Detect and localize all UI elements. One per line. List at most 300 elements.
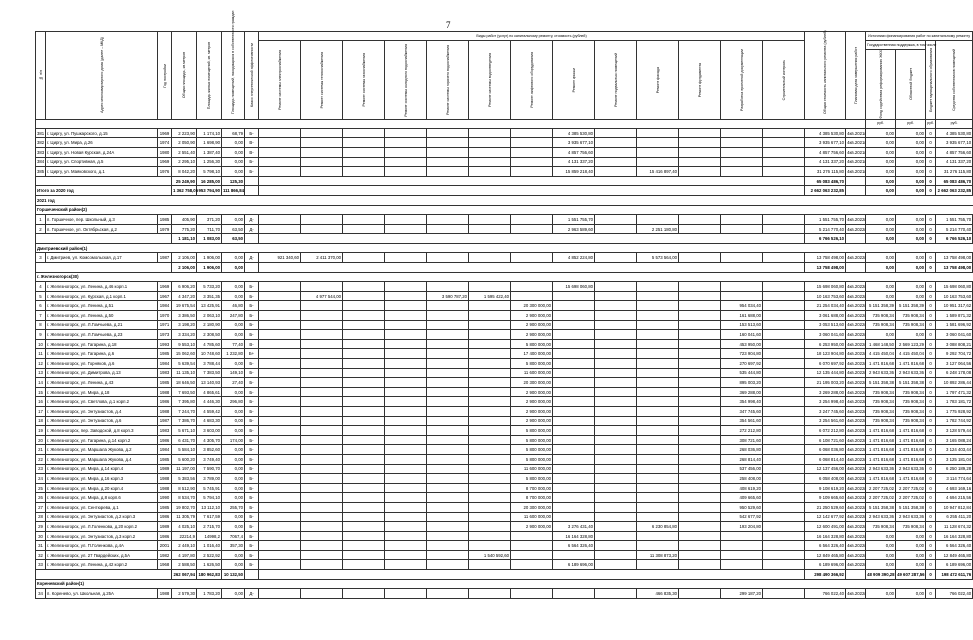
- cell-work-cost: [595, 522, 637, 532]
- cell-work-cost: [679, 291, 721, 301]
- cell-no: 14: [36, 378, 46, 388]
- cell-work-cost: [469, 330, 511, 340]
- cell-empty: [259, 570, 805, 580]
- cell-work-cost: [595, 138, 637, 148]
- cell-local-budget: 0: [926, 378, 936, 388]
- cell-area-owned: 0,00: [222, 483, 245, 493]
- cell-address: г. Железногорск, ул. Мира, д.16 корп.3: [46, 474, 158, 484]
- cell-work-cost: [679, 253, 721, 263]
- cell-work-cost: [553, 474, 595, 484]
- cell-work-cost: [679, 493, 721, 503]
- cell-area-total: 2 106,00: [172, 253, 197, 263]
- cell-area-total: 2 295,10: [172, 157, 197, 167]
- cell-work-cost: 5 800 000,00: [511, 359, 553, 369]
- subtotal-row: [36, 263, 973, 273]
- cell-work-cost: [469, 493, 511, 503]
- cell-address: п. Горшечное, ул. Октябрьская, д.2: [46, 224, 158, 234]
- table-row: [36, 320, 973, 330]
- cell-work-cost: [679, 378, 721, 388]
- cell-area-owned: 27,40: [222, 378, 245, 388]
- cell-area-total: 2 579,30: [172, 589, 197, 599]
- cell-no: 33: [36, 560, 46, 570]
- cell-local-budget: 0: [926, 570, 936, 580]
- cell-work-cost: [637, 301, 679, 311]
- section-heading-row: [36, 195, 973, 205]
- header-work-7: Ремонт лифтового оборудования: [511, 41, 553, 120]
- header-unit: руб.: [926, 119, 936, 128]
- cell-work-cost: [637, 435, 679, 445]
- cell-work-cost: [427, 311, 469, 321]
- cell-energy-class: Б-: [245, 387, 259, 397]
- cell-work-cost: [763, 464, 805, 474]
- cell-work-cost: [385, 301, 427, 311]
- header-no: № п/п: [36, 32, 46, 120]
- cell-total-cost: 3 247 745,60: [805, 406, 846, 416]
- cell-energy-class: Б-: [245, 493, 259, 503]
- cell-area-owned: 0,00: [222, 263, 245, 273]
- cell-work-cost: [385, 387, 427, 397]
- cell-end-date: 4кв.2022г: [846, 502, 866, 512]
- cell-no: 15: [36, 387, 46, 397]
- cell-address: г. Циргу, ул. Пушкарского, д.15: [46, 128, 158, 138]
- cell-end-date: 4кв.2022г: [846, 311, 866, 321]
- cell-regional-budget: 735 908,34: [896, 416, 926, 426]
- subtotal-label: [36, 570, 172, 580]
- table-row: [36, 397, 973, 407]
- cell-address: г. Железногорск, ул. Светлова, д.1 корп.2: [46, 397, 158, 407]
- cell-work-cost: [301, 522, 343, 532]
- cell-end-date: 4кв.2022г: [846, 483, 866, 493]
- cell-regional-budget: 1 471 816,68: [896, 445, 926, 455]
- cell-work-cost: [469, 138, 511, 148]
- cell-work-cost: [301, 339, 343, 349]
- cell-area-living: 3 603,00: [197, 426, 222, 436]
- cell-work-cost: [259, 445, 301, 455]
- header-work-12: Разработка проектной документации: [721, 41, 763, 120]
- cell-end-date: 4кв.2022г: [846, 224, 866, 234]
- cell-work-cost: [595, 282, 637, 292]
- cell-work-cost: [343, 541, 385, 551]
- cell-owners-funds: 1 581 696,92: [936, 320, 973, 330]
- cell-work-cost: [343, 512, 385, 522]
- table-row: [36, 147, 973, 157]
- cell-work-cost: [343, 147, 385, 157]
- cell-work-cost: [469, 560, 511, 570]
- table-row: [36, 253, 973, 263]
- cell-work-cost: 537 456,00: [721, 464, 763, 474]
- cell-area-total: 3 386,50: [172, 311, 197, 321]
- cell-no: 23: [36, 464, 46, 474]
- cell-total-cost: 6 058 408,00: [805, 474, 846, 484]
- cell-regional-budget: 0,00: [896, 263, 926, 273]
- cell-work-cost: [469, 167, 511, 177]
- cell-work-cost: [343, 560, 385, 570]
- cell-owners-funds: 6 564 326,40: [936, 541, 973, 551]
- cell-total-cost: 6 068 814,40: [805, 454, 846, 464]
- cell-regional-budget: 735 908,34: [896, 397, 926, 407]
- cell-work-cost: [553, 426, 595, 436]
- cell-work-cost: [595, 147, 637, 157]
- cell-work-cost: [553, 464, 595, 474]
- cell-work-cost: 1 595 422,40: [469, 291, 511, 301]
- cell-area-owned: 0,00: [222, 387, 245, 397]
- cell-area-living: 2 522,92: [197, 550, 222, 560]
- cell-work-cost: 950 529,60: [721, 502, 763, 512]
- cell-year: 1973: [158, 330, 172, 340]
- cell-year: 1988: [158, 589, 172, 599]
- cell-year: 1989: [158, 464, 172, 474]
- cell-year: 2001: [158, 541, 172, 551]
- cell-area-owned: 0,00: [222, 359, 245, 369]
- table-row: [36, 406, 973, 416]
- cell-work-cost: [553, 406, 595, 416]
- cell-owners-funds: 13 758 498,00: [936, 263, 973, 273]
- cell-area-owned: 0,00: [222, 474, 245, 484]
- cell-year: 1969: [158, 282, 172, 292]
- cell-regional-budget: 0,00: [896, 541, 926, 551]
- cell-work-cost: [595, 387, 637, 397]
- cell-work-cost: [595, 435, 637, 445]
- cell-year: 1990: [158, 493, 172, 503]
- cell-work-cost: [553, 320, 595, 330]
- cell-work-cost: [301, 397, 343, 407]
- cell-no: 383: [36, 147, 46, 157]
- cell-end-date: 4кв.2021г: [846, 157, 866, 167]
- cell-work-cost: [343, 416, 385, 426]
- cell-area-living: 1 783,20: [197, 589, 222, 599]
- cell-work-cost: [343, 138, 385, 148]
- cell-local-budget: 0: [926, 493, 936, 503]
- cell-total-cost: 3 935 677,10: [805, 138, 846, 148]
- cell-energy-class: Б-: [245, 454, 259, 464]
- cell-energy-class: Б-: [245, 522, 259, 532]
- cell-fund: 0,00: [866, 550, 896, 560]
- cell-energy-class: Б-: [245, 167, 259, 177]
- cell-work-cost: [343, 215, 385, 225]
- table-row: [36, 522, 973, 532]
- cell-work-cost: [763, 224, 805, 234]
- cell-no: 18: [36, 416, 46, 426]
- cell-work-cost: 1 540 592,60: [469, 550, 511, 560]
- cell-regional-budget: 0,00: [896, 147, 926, 157]
- cell-area-total: 19 675,54: [172, 301, 197, 311]
- cell-work-cost: [343, 493, 385, 503]
- cell-end-date: 4кв.2022г: [846, 359, 866, 369]
- cell-work-cost: 369 288,00: [721, 387, 763, 397]
- cell-area-living: 3 749,40: [197, 454, 222, 464]
- cell-regional-budget: 1 471 816,68: [896, 454, 926, 464]
- cell-fund: 1 471 816,68: [866, 435, 896, 445]
- cell-energy-class: Б-: [245, 512, 259, 522]
- cell-work-cost: [259, 330, 301, 340]
- cell-regional-budget: 0,00: [896, 138, 926, 148]
- table-row: [36, 311, 973, 321]
- cell-year: 1970: [158, 311, 172, 321]
- cell-work-cost: [763, 589, 805, 599]
- cell-regional-budget: 0,00: [896, 157, 926, 167]
- cell-end-date: 4кв.2022г: [846, 397, 866, 407]
- cell-work-cost: [427, 560, 469, 570]
- cell-work-cost: [553, 368, 595, 378]
- cell-no: 26: [36, 493, 46, 503]
- cell-work-cost: [343, 320, 385, 330]
- cell-work-cost: [595, 502, 637, 512]
- cell-year: 1984: [158, 359, 172, 369]
- cell-area-owned: 0,00: [222, 215, 245, 225]
- cell-work-cost: [427, 147, 469, 157]
- capital-repair-table: [35, 10, 973, 599]
- cell-energy-class: Б-: [245, 301, 259, 311]
- cell-owners-funds: 12 849 465,80: [936, 550, 973, 560]
- cell-area-living: 7 617,59: [197, 512, 222, 522]
- cell-work-cost: [637, 560, 679, 570]
- cell-area-owned: 149,10: [222, 368, 245, 378]
- cell-work-cost: [301, 387, 343, 397]
- header-owners-funds: Средства собственников помещений: [936, 41, 973, 120]
- cell-work-cost: [385, 426, 427, 436]
- cell-area-living: 2 715,70: [197, 522, 222, 532]
- cell-area-living: 13 425,91: [197, 301, 222, 311]
- cell-work-cost: 4 977 544,00: [301, 291, 343, 301]
- cell-no: 10: [36, 339, 46, 349]
- cell-regional-budget: 0,00: [896, 291, 926, 301]
- cell-work-cost: [427, 128, 469, 138]
- cell-fund: 1 471 816,68: [866, 454, 896, 464]
- cell-fund: 0,00: [866, 147, 896, 157]
- cell-area-living: 13 112,10: [197, 502, 222, 512]
- cell-end-date: 4кв.2021г: [846, 138, 866, 148]
- cell-energy-class: Б-: [245, 464, 259, 474]
- cell-total-cost: 2 662 063 232,85: [805, 186, 846, 196]
- cell-work-cost: [595, 368, 637, 378]
- cell-fund: 2 943 633,36: [866, 464, 896, 474]
- section-heading-row: [36, 272, 973, 282]
- cell-fund: 0,00: [866, 531, 896, 541]
- cell-work-cost: [511, 157, 553, 167]
- cell-work-cost: 354 561,60: [721, 416, 763, 426]
- cell-local-budget: 0: [926, 426, 936, 436]
- cell-work-cost: 347 745,60: [721, 406, 763, 416]
- cell-total-cost: 6 072 212,80: [805, 426, 846, 436]
- cell-work-cost: 1 551 755,70: [553, 215, 595, 225]
- cell-total-cost: 6 564 326,40: [805, 541, 846, 551]
- header-work-10: Ремонт фасада: [637, 41, 679, 120]
- cell-no: 1: [36, 215, 46, 225]
- cell-fund: 735 908,34: [866, 522, 896, 532]
- cell-work-cost: [763, 454, 805, 464]
- cell-end-date: 4кв.2022г: [846, 454, 866, 464]
- cell-work-cost: [427, 445, 469, 455]
- cell-area-total: 6 906,20: [172, 282, 197, 292]
- cell-work-cost: [595, 541, 637, 551]
- cell-fund: 2 207 725,02: [866, 483, 896, 493]
- cell-empty: [245, 176, 259, 186]
- cell-total-cost: 31 276 115,80: [805, 167, 846, 177]
- table-row: [36, 426, 973, 436]
- cell-no: 6: [36, 301, 46, 311]
- cell-work-cost: 409 665,60: [721, 493, 763, 503]
- cell-work-cost: [679, 282, 721, 292]
- cell-work-cost: [763, 215, 805, 225]
- cell-area-total: 5 600,20: [172, 454, 197, 464]
- cell-year: 1986: [158, 435, 172, 445]
- cell-owners-funds: 4 694 215,56: [936, 493, 973, 503]
- cell-energy-class: Б-: [245, 502, 259, 512]
- cell-local-budget: 0: [926, 589, 936, 599]
- cell-work-cost: [259, 531, 301, 541]
- cell-work-cost: [385, 339, 427, 349]
- cell-work-cost: [259, 589, 301, 599]
- cell-regional-budget: 735 908,34: [896, 406, 926, 416]
- cell-work-cost: [343, 157, 385, 167]
- cell-area-living: 371,20: [197, 215, 222, 225]
- cell-work-cost: [679, 522, 721, 532]
- cell-work-cost: [385, 397, 427, 407]
- cell-work-cost: 453 950,00: [721, 339, 763, 349]
- table-row: [36, 550, 973, 560]
- cell-empty: [259, 263, 805, 273]
- cell-total-cost: 3 061 688,00: [805, 311, 846, 321]
- cell-address: г. Железногорск, ул. Ленина, д.42 корп.2: [46, 560, 158, 570]
- cell-year: 1969: [158, 157, 172, 167]
- cell-total-cost: 6 253 950,00: [805, 339, 846, 349]
- cell-area-owned: 1 232,80: [222, 349, 245, 359]
- table-row: [36, 128, 973, 138]
- cell-energy-class: Б-: [245, 531, 259, 541]
- cell-year: 1988: [158, 387, 172, 397]
- cell-local-budget: 0: [926, 550, 936, 560]
- header-work-8: Ремонт крыши: [553, 41, 595, 120]
- cell-area-owned: 63,50: [222, 234, 245, 244]
- cell-fund: 0,00: [866, 589, 896, 599]
- cell-regional-budget: 5 151 358,38: [896, 502, 926, 512]
- cell-work-cost: [553, 397, 595, 407]
- cell-no: 19: [36, 426, 46, 436]
- cell-end-date: 4кв.2022г: [846, 339, 866, 349]
- cell-work-cost: 5 573 564,00: [637, 253, 679, 263]
- cell-work-cost: [343, 397, 385, 407]
- cell-total-cost: 1 551 755,70: [805, 215, 846, 225]
- table-row: [36, 531, 973, 541]
- cell-work-cost: 20 300 000,00: [511, 502, 553, 512]
- cell-local-budget: 0: [926, 560, 936, 570]
- table-row: [36, 359, 973, 369]
- cell-work-cost: [427, 253, 469, 263]
- cell-empty: [245, 263, 259, 273]
- cell-work-cost: [301, 493, 343, 503]
- cell-area-total: 5 639,54: [172, 359, 197, 369]
- cell-work-cost: [301, 330, 343, 340]
- cell-total-cost: 9 108 619,20: [805, 483, 846, 493]
- cell-area-total: 9 553,10: [172, 339, 197, 349]
- cell-end-date: 4кв.2022г: [846, 368, 866, 378]
- cell-work-cost: [259, 560, 301, 570]
- cell-work-cost: [511, 215, 553, 225]
- cell-work-cost: [595, 464, 637, 474]
- cell-work-cost: [469, 224, 511, 234]
- cell-work-cost: 15 698 060,80: [553, 282, 595, 292]
- cell-work-cost: [259, 349, 301, 359]
- cell-no: 12: [36, 359, 46, 369]
- header-work-5: Ремонт системы горячего водоснабжения: [427, 41, 469, 120]
- table-row: [36, 502, 973, 512]
- cell-total-cost: 18 123 904,80: [805, 349, 846, 359]
- header-work-9: Ремонт подвальных помещений: [595, 41, 637, 120]
- cell-work-cost: [385, 128, 427, 138]
- cell-area-owned: 0,00: [222, 560, 245, 570]
- cell-work-cost: 193 204,80: [721, 522, 763, 532]
- cell-work-cost: [511, 291, 553, 301]
- cell-work-cost: [679, 157, 721, 167]
- cell-no: 2: [36, 224, 46, 234]
- cell-local-budget: 0: [926, 512, 936, 522]
- cell-area-living: 1 016,40: [197, 541, 222, 551]
- cell-regional-budget: 0,00: [896, 224, 926, 234]
- cell-work-cost: [301, 426, 343, 436]
- cell-work-cost: [385, 330, 427, 340]
- cell-year: 1983: [158, 368, 172, 378]
- cell-local-budget: 0: [926, 435, 936, 445]
- cell-fund: 0,00: [866, 282, 896, 292]
- cell-total-cost: 6 108 721,60: [805, 435, 846, 445]
- cell-work-cost: [259, 435, 301, 445]
- header-work-1: Ремонт системы электроснабжения: [259, 41, 301, 120]
- cell-work-cost: [259, 416, 301, 426]
- cell-work-cost: [427, 589, 469, 599]
- cell-work-cost: [259, 368, 301, 378]
- cell-work-cost: [343, 311, 385, 321]
- cell-total-cost: 13 758 498,00: [805, 253, 846, 263]
- cell-work-cost: [553, 301, 595, 311]
- cell-owners-funds: 5 214 770,40: [936, 224, 973, 234]
- cell-energy-class: Б-: [245, 406, 259, 416]
- cell-work-cost: [385, 320, 427, 330]
- cell-work-cost: [343, 464, 385, 474]
- cell-work-cost: [637, 282, 679, 292]
- cell-area-living: 5 798,10: [197, 167, 222, 177]
- cell-work-cost: [259, 550, 301, 560]
- capital-repair-table-wrapper: [35, 10, 972, 599]
- header-unit: руб.: [896, 119, 926, 128]
- cell-work-cost: 5 800 000,00: [511, 339, 553, 349]
- cell-work-cost: [679, 512, 721, 522]
- cell-fund: 0,00: [866, 138, 896, 148]
- header-year: Год постройки: [158, 32, 172, 120]
- cell-end-date: 4кв.2022г: [846, 435, 866, 445]
- cell-work-cost: [721, 541, 763, 551]
- cell-owners-funds: 6 255 411,20: [936, 512, 973, 522]
- cell-fund: 48 909 390,28: [866, 570, 896, 580]
- cell-work-cost: [427, 397, 469, 407]
- cell-area-owned: 10 132,50: [222, 570, 245, 580]
- cell-no: 385: [36, 167, 46, 177]
- cell-regional-budget: 2 943 633,36: [896, 464, 926, 474]
- cell-address: г. Железногорск, ул. Маршала Жукова, д.2: [46, 445, 158, 455]
- cell-owners-funds: 2 662 063 232,85: [936, 186, 973, 196]
- cell-area-living: 1 083,00: [197, 234, 222, 244]
- cell-no: 13: [36, 368, 46, 378]
- cell-work-cost: [469, 301, 511, 311]
- cell-work-cost: [427, 330, 469, 340]
- cell-area-total: 2 223,90: [172, 128, 197, 138]
- table-row: [36, 291, 973, 301]
- cell-year: 1984: [158, 301, 172, 311]
- cell-end-date: 4кв.2022г: [846, 541, 866, 551]
- cell-no: 382: [36, 138, 46, 148]
- cell-work-cost: [469, 454, 511, 464]
- cell-owners-funds: 13 758 498,00: [936, 253, 973, 263]
- header-area-total: Общая площадь, кв.метров: [172, 32, 197, 120]
